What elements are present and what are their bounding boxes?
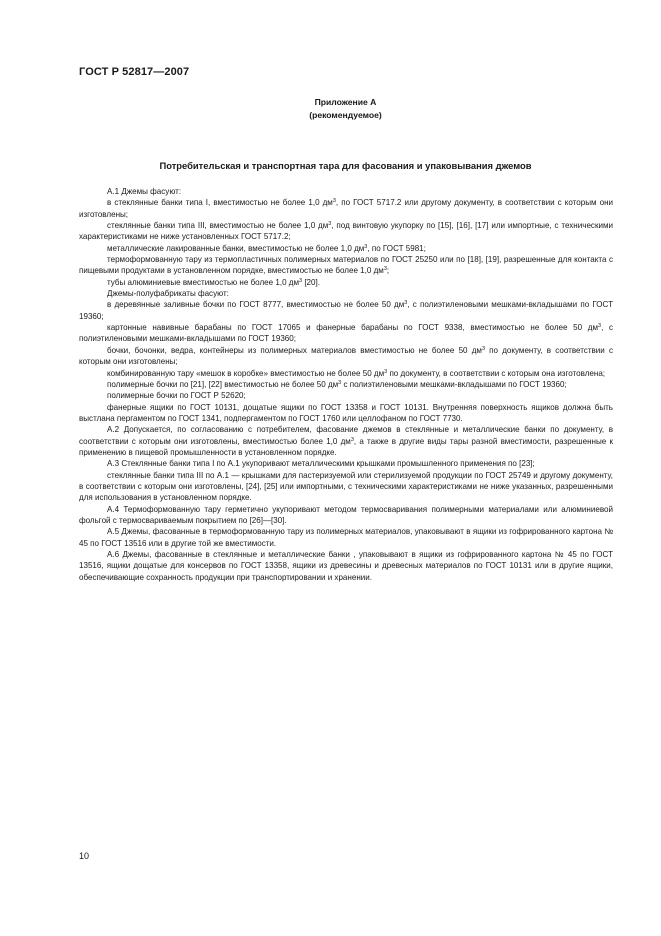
superscript: 3: [328, 221, 332, 228]
page-number: 10: [79, 851, 90, 861]
paragraph: [79, 549, 613, 583]
superscript: 3: [332, 198, 336, 205]
superscript: 3: [338, 379, 342, 386]
paragraph-text-continued: , по ГОСТ 5981;: [367, 243, 426, 253]
paragraph-text: полимерные бочки по ГОСТ Р 52620;: [107, 391, 246, 401]
paragraph-text: Джемы-полуфабрикаты фасуют:: [107, 289, 229, 299]
paragraph-text-continued: с полиэтиленовыми мешками-вкладышами по ГОСТ 19360;: [341, 379, 567, 389]
paragraph-text: полимерные бочки по [21], [22] вместимостью не более 50 дм: [107, 379, 339, 389]
annex-heading: [0, 96, 661, 122]
annex-title: Потребительская и транспортная тара для фасования и упаковывания джемов: [159, 160, 532, 171]
paragraph: [79, 470, 613, 504]
paragraph-text: стеклянные банки типа III, вместимостью не более 1,0 дм: [107, 221, 329, 231]
paragraph-text: А.5 Джемы, фасованные в термоформованную тару из полимерных материалов, упаковывают в ящики из гофрированного картона № 45 по ГОСТ 13516 или в другие той же вместимости.: [79, 527, 613, 548]
superscript: 3: [299, 277, 303, 284]
paragraph-text: А.1 Джемы фасуют:: [107, 187, 182, 196]
paragraph: [79, 220, 613, 243]
paragraph: [79, 299, 613, 322]
paragraph-text-continued: по документу, в соответствии с которым она изготовлена;: [387, 368, 606, 378]
paragraph-text: в стеклянные банки типа I, вместимостью не более 1,0 дм: [107, 198, 333, 208]
document-header: ГОСТ Р 52817—2007: [79, 66, 190, 78]
paragraph-text: бочки, бочонки, ведра, контейнеры из полимерных материалов вместимостью не более 50 дм: [107, 345, 482, 355]
paragraph-text-continued: [20].: [302, 277, 320, 287]
paragraph: [79, 243, 613, 254]
paragraph-text: стеклянные банки типа III по А.1 — крышками для пастеризуемой или стерилизуемой продукции по ГОСТ 25749 и другому документу, в соответствии с которым они изготовлены, [24], [25] или импортными, с техническими характеристиками не ниже указанных, разрешенными для использования в установленном порядке.: [79, 470, 613, 503]
paragraph: [79, 186, 613, 197]
paragraph-text: А.3 Стеклянные банки типа I по А.1 укупоривают металлическими крышками промышленного применения по [23];: [107, 459, 535, 469]
superscript: 3: [364, 243, 368, 250]
paragraph: [79, 345, 613, 368]
paragraph: [79, 458, 613, 469]
paragraph: [79, 277, 613, 288]
paragraph: [79, 424, 613, 458]
paragraph-text-continued: , с полиэтиленовыми мешками-вкладышами по ГОСТ 19360;: [79, 300, 613, 321]
paragraph-text-continued: , под винтовую укупорку по [15], [16], [17] или импортные, с техническими характеристиками не ниже установленных ГОСТ 5717.2;: [79, 221, 613, 242]
superscript: 3: [383, 266, 387, 273]
paragraph-text-continued: , а также в другие виды тары разной вместимости, разрешенные к применению в пищевой промышленности в установленном порядке.: [79, 436, 613, 457]
superscript: 3: [350, 436, 354, 443]
paragraph: [79, 254, 613, 277]
paragraph-text: термоформованную тару из термопластичных полимерных материалов по ГОСТ 25250 или по [18], [19], разрешенные для контакта с пищевыми продуктами в установленном порядке, вместимостью не более 1,0 дм: [79, 255, 613, 276]
superscript: 3: [598, 323, 602, 330]
superscript: 3: [481, 345, 485, 352]
paragraph-text: А.6 Джемы, фасованные в стеклянные и металлические банки , упаковывают в ящики из гофрированного картона № 45 по ГОСТ 13516, ящики дощатые для консервов по ГОСТ 13358, ящики из древесины и древесных материалов по ГОСТ 10131 или в другие ящики, обеспечивающие сохранность продукции при транспортировании и хранении.: [79, 550, 613, 582]
paragraph-text: комбинированную тару «мешок в коробке» вместимостью не более 50 дм: [107, 368, 385, 378]
paragraph-text: тубы алюминиевые вместимостью не более 1,0 дм: [107, 277, 300, 287]
paragraph: [79, 368, 613, 379]
superscript: 3: [384, 368, 388, 375]
annex-kind: (рекомендуемое): [309, 110, 382, 120]
paragraph: [79, 526, 613, 549]
paragraph-text: картонные навивные барабаны по ГОСТ 17065 и фанерные барабаны по ГОСТ 9338, вместимостью не более 50 дм: [107, 323, 599, 333]
paragraph-text: А.4 Термоформованную тару герметично укупоривают методом термосваривания полимерными материалами или алюминиевой фольгой с термосвариваемым покрытием по [26]—[30].: [79, 504, 613, 525]
paragraph-text: фанерные ящики по ГОСТ 10131, дощатые ящики по ГОСТ 13358 и ГОСТ 10131. Внутренняя поверхность ящиков должна быть выстлана пергаментом по ГОСТ 1341, подпергаментом по ГОСТ 1760 или целлофаном по ГОСТ 7730.: [79, 402, 613, 423]
paragraph: [79, 504, 613, 527]
paragraph: [79, 197, 613, 220]
paragraph-text-continued: , по ГОСТ 5717.2 или другому документу, в соответствии с которым они изготовлены;: [79, 198, 614, 219]
paragraph: [79, 379, 613, 390]
paragraph-text: в деревянные заливные бочки по ГОСТ 8777, вместимостью не более 50 дм: [107, 300, 405, 310]
paragraph: [79, 322, 613, 345]
paragraph-text-continued: по документу, в соответствии с которым они изготовлены;: [79, 345, 613, 367]
annex-label: Приложение А: [314, 97, 377, 107]
paragraph: [79, 402, 613, 425]
paragraph: [79, 390, 613, 401]
paragraph: [79, 288, 613, 299]
paragraph-text: А.2 Допускается, по согласованию с потребителем, фасование джемов в стеклянные и металлические банки по документу, в соответствии с которым они изготовлены, вместимостью более 1,0 дм: [79, 425, 613, 446]
paragraph-text-continued: , с полиэтиленовыми мешками-вкладышами по ГОСТ 19360;: [79, 323, 613, 344]
paragraph-text-continued: ;: [386, 266, 390, 276]
paragraph-text: металлические лакированные банки, вместимостью не более 1,0 дм: [107, 243, 365, 253]
body-text: [79, 186, 613, 583]
superscript: 3: [404, 300, 408, 307]
